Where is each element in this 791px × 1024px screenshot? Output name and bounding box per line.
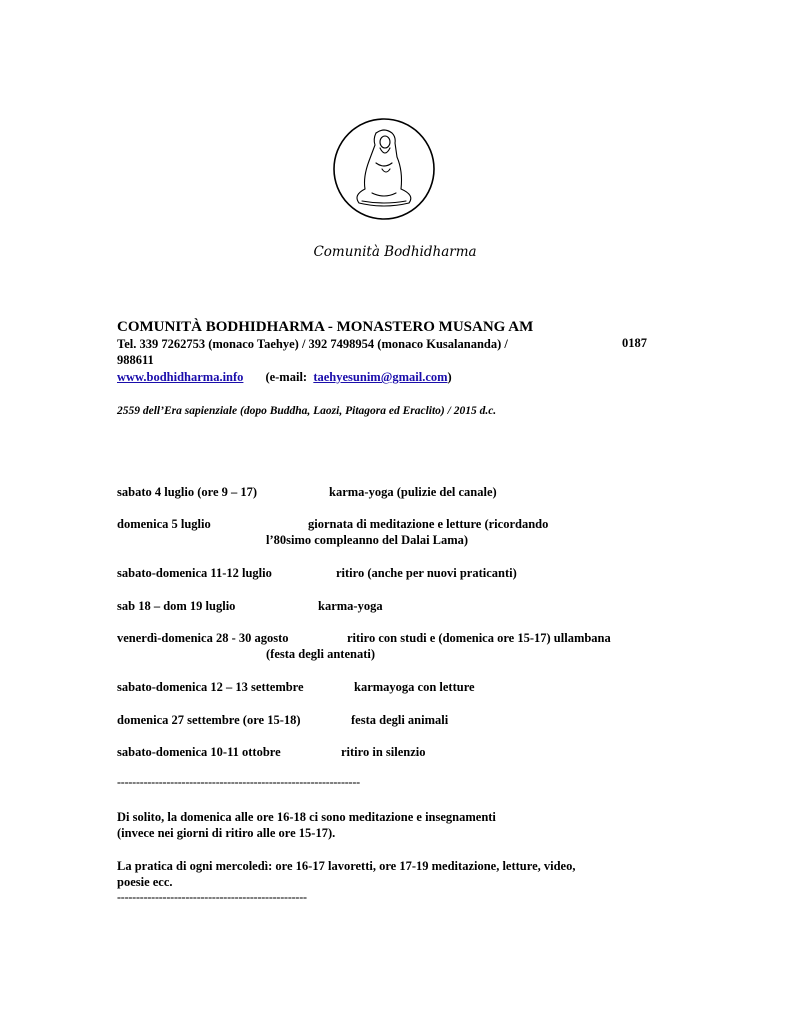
separator-line-2: --------------------------------------------------: [117, 890, 307, 904]
email-link[interactable]: taehyesunim@gmail.com: [313, 370, 448, 384]
event-desc-1: karma-yoga (pulizie del canale): [329, 485, 497, 499]
note-wednesday-1: La pratica di ogni mercoledì: ore 16-17 lavoretti, ore 17-19 meditazione, letture, video,: [117, 859, 576, 873]
note-sunday-2: (invece nei giorni di ritiro alle ore 15-17).: [117, 826, 336, 840]
telephone-number-suffix: 988611: [117, 353, 154, 367]
event-desc-8: ritiro in silenzio: [341, 745, 426, 759]
event-date-8: sabato-domenica 10-11 ottobre: [117, 745, 281, 759]
event-desc-7: festa degli animali: [351, 713, 449, 727]
event-desc2-5: (festa degli antenati): [266, 647, 376, 661]
era-line: 2559 dell’Era sapienziale (dopo Buddha, Laozi, Pitagora ed Eraclito) / 2015 d.c.: [117, 405, 497, 417]
website-link[interactable]: www.bodhidharma.info: [117, 370, 244, 384]
telephone-line: Tel. 339 7262753 (monaco Taehye) / 392 7498954 (monaco Kusalananda) /: [117, 337, 508, 351]
event-date-1: sabato 4 luglio (ore 9 – 17): [117, 485, 258, 499]
contact-links: [117, 369, 452, 385]
event-desc-3: ritiro (anche per nuovi praticanti): [336, 566, 517, 580]
event-desc-6: karmayoga con letture: [354, 680, 475, 694]
email-label: (e-mail:: [265, 370, 308, 384]
event-desc-4: karma-yoga: [318, 599, 383, 613]
event-date-5: venerdì-domenica 28 - 30 agosto: [117, 631, 289, 645]
event-date-7: domenica 27 settembre (ore 15-18): [117, 713, 301, 727]
event-desc2-2: l’80simo compleanno del Dalai Lama): [266, 533, 469, 547]
bodhidharma-logo: [332, 117, 436, 221]
telephone-number-prefix: 0187: [622, 336, 647, 350]
separator-line-1: ----------------------------------------------------------------: [117, 775, 360, 789]
event-date-3: sabato-domenica 11-12 luglio: [117, 566, 272, 580]
page-title: COMUNITÀ BODHIDHARMA - MONASTERO MUSANG AM: [117, 319, 534, 335]
event-desc-5: ritiro con studi e (domenica ore 15-17) ullambana: [347, 631, 611, 645]
event-desc-2: giornata di meditazione e letture (ricordando: [308, 517, 549, 531]
event-date-6: sabato-domenica 12 – 13 settembre: [117, 680, 304, 694]
note-wednesday-2: poesie ecc.: [117, 875, 173, 889]
event-date-2: domenica 5 luglio: [117, 517, 211, 531]
email-close: ): [447, 370, 452, 384]
logo-caption: Comunità Bodhidharma: [313, 244, 477, 260]
event-date-4: sab 18 – dom 19 luglio: [117, 599, 236, 613]
note-sunday-1: Di solito, la domenica alle ore 16-18 ci sono meditazione e insegnamenti: [117, 810, 496, 824]
